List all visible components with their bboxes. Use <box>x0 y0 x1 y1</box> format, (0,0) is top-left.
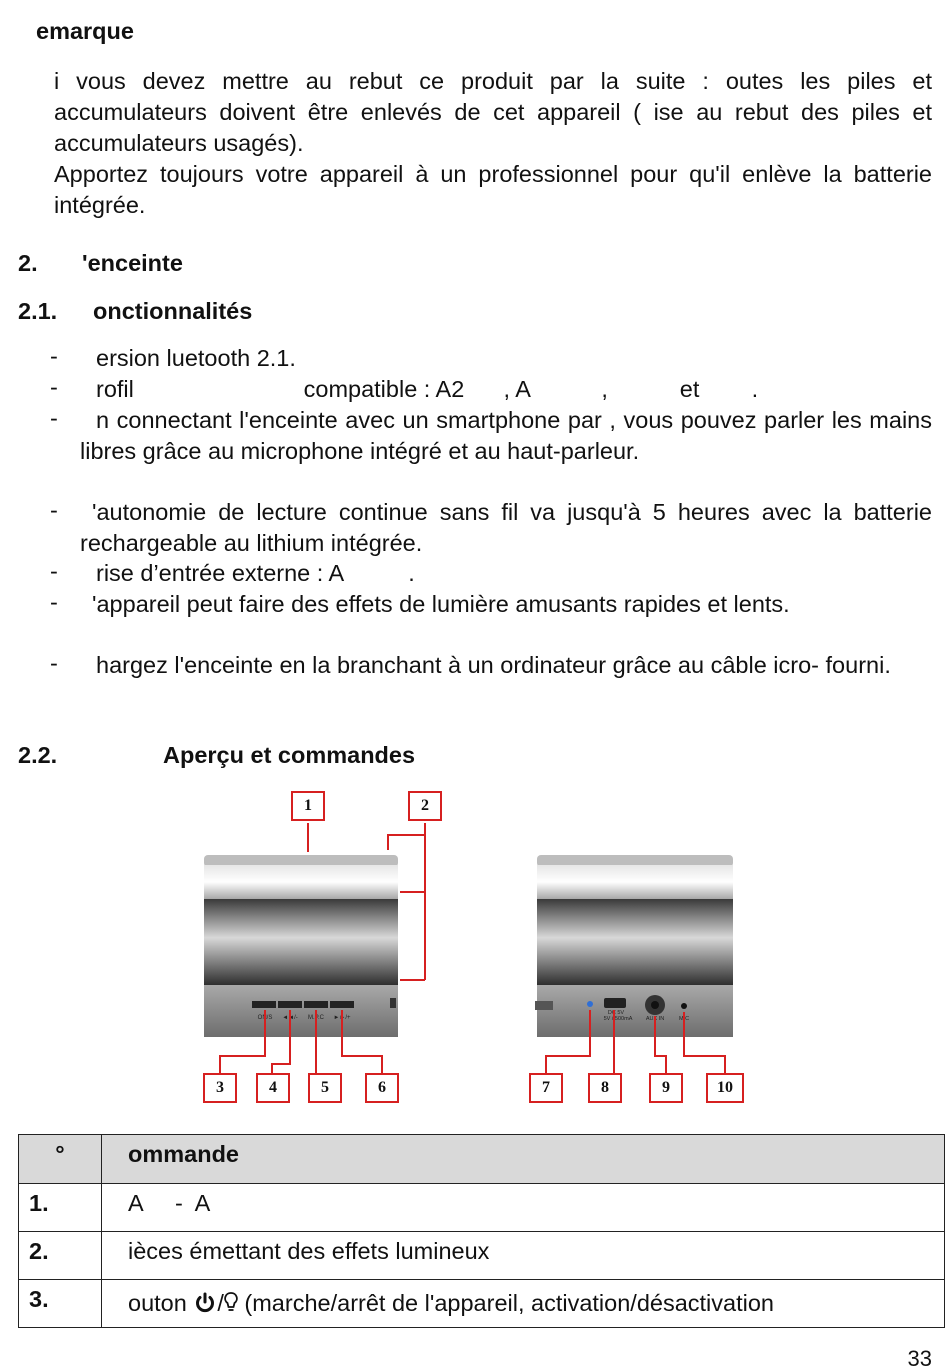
speaker-front-top-ring <box>204 865 398 899</box>
callout-9: 9 <box>649 1073 683 1103</box>
table-header-number: ° <box>19 1135 102 1184</box>
table-row-text: A - A <box>102 1184 945 1232</box>
callout-1: 1 <box>291 791 325 821</box>
speaker-rear-base <box>537 985 733 1037</box>
page-number: 33 <box>907 1346 932 1371</box>
speaker-rear-top-ring <box>537 865 733 899</box>
feature-item-4: 'autonomie de lecture continue sans fil va jusqu'à 5 heures avec la batterie rechargeable au lithium intégrée. <box>80 499 932 556</box>
callout-6: 6 <box>365 1073 399 1103</box>
section-2-2-number: 2.2. <box>18 742 58 768</box>
table-row-text-start: outon <box>128 1290 194 1316</box>
section-2-1-title: onctionnalités <box>93 298 253 324</box>
feature-item-5: rise d’entrée externe : A . <box>96 560 415 586</box>
table-row-text-end: (marche/arrêt de l'appareil, activation/désactivation <box>237 1290 774 1316</box>
bullet-dash: - <box>50 497 58 523</box>
bullet-dash: - <box>50 343 58 369</box>
rear-label-current: 5V / 500mA <box>603 1016 633 1022</box>
section-2-1-number: 2.1. <box>18 298 58 324</box>
feature-item-3: n connectant l'enceinte avec un smartphone par , vous pouvez parler les mains libres grâce au microphone intégré et au haut-parleur. <box>80 407 932 464</box>
table-header-command: ommande <box>102 1135 945 1184</box>
bullet-dash: - <box>50 589 58 615</box>
section-2-title: 'enceinte <box>82 250 183 276</box>
remark-paragraph-1: i vous devez mettre au rebut ce produit par la suite : outes les piles et accumulateurs doivent être enlevés de cet appareil ( ise au rebut des piles et accumulateurs usagés). <box>54 68 932 156</box>
bullet-dash: - <box>50 405 58 431</box>
table-row <box>19 1280 945 1328</box>
feature-item-1: ersion luetooth 2.1. <box>96 345 296 371</box>
table-row-number: 1. <box>19 1184 102 1232</box>
table-row-number: 2. <box>19 1232 102 1280</box>
button-label-prev: ◄◄/- <box>282 1015 298 1021</box>
side-switch-icon <box>390 998 396 1008</box>
button-label-on: ON/S <box>257 1015 273 1021</box>
table-row <box>19 1232 945 1280</box>
usb-port-icon <box>604 998 626 1008</box>
table-row <box>19 1184 945 1232</box>
remark-paragraph-2: Apportez toujours votre appareil à un professionnel pour qu'il enlève la batterie intégrée. <box>54 161 932 218</box>
speaker-front-base <box>204 985 398 1037</box>
section-2-number: 2. <box>18 250 38 276</box>
button-label-mode: M.P.C <box>308 1015 324 1021</box>
callout-2: 2 <box>408 791 442 821</box>
bullet-dash: - <box>50 558 58 584</box>
remark-title: emarque <box>36 18 134 44</box>
speaker-rear-light-band <box>537 899 733 985</box>
section-2-2-title: Aperçu et commandes <box>163 742 416 768</box>
led-icon <box>587 1001 593 1007</box>
callout-line-2-top <box>388 835 425 850</box>
callout-7: 7 <box>529 1073 563 1103</box>
callout-8: 8 <box>588 1073 622 1103</box>
table-row-number: 3. <box>19 1280 102 1328</box>
speaker-rear <box>535 855 733 1037</box>
speaker-front <box>204 855 398 1037</box>
speaker-diagram <box>0 780 950 1120</box>
table-row-text: outon / (marche/arrêt de l'appareil, activation/désactivation <box>102 1280 945 1328</box>
table-header-row <box>19 1135 945 1184</box>
table-row-text: ièces émettant des effets lumineux <box>102 1232 945 1280</box>
bullet-dash: - <box>50 374 58 400</box>
feature-item-6: 'appareil peut faire des effets de lumière amusants rapides et lents. <box>92 591 790 617</box>
callout-5: 5 <box>308 1073 342 1103</box>
speaker-diagram-svg <box>0 780 950 1120</box>
feature-item-2: rofil compatible : A2 , A , et . <box>96 376 759 402</box>
light-bulb-icon <box>224 1291 238 1315</box>
callout-3: 3 <box>203 1073 237 1103</box>
feature-item-7: hargez l'enceinte en la branchant à un ordinateur grâce au câble icro- fourni. <box>96 652 891 678</box>
command-table <box>18 1134 945 1328</box>
rear-label-dc: DC 5V <box>607 1010 625 1016</box>
bullet-dash: - <box>50 650 58 676</box>
callout-10: 10 <box>706 1073 744 1103</box>
speaker-front-light-band <box>204 899 398 985</box>
button-label-next: ►►/+ <box>333 1015 351 1021</box>
power-icon <box>193 1291 217 1315</box>
callout-4: 4 <box>256 1073 290 1103</box>
rear-label-aux: AUX IN <box>645 1016 665 1022</box>
mic-hole-icon <box>681 1003 687 1009</box>
power-switch-icon <box>535 1001 553 1010</box>
rear-label-mic: MIC <box>678 1016 690 1022</box>
